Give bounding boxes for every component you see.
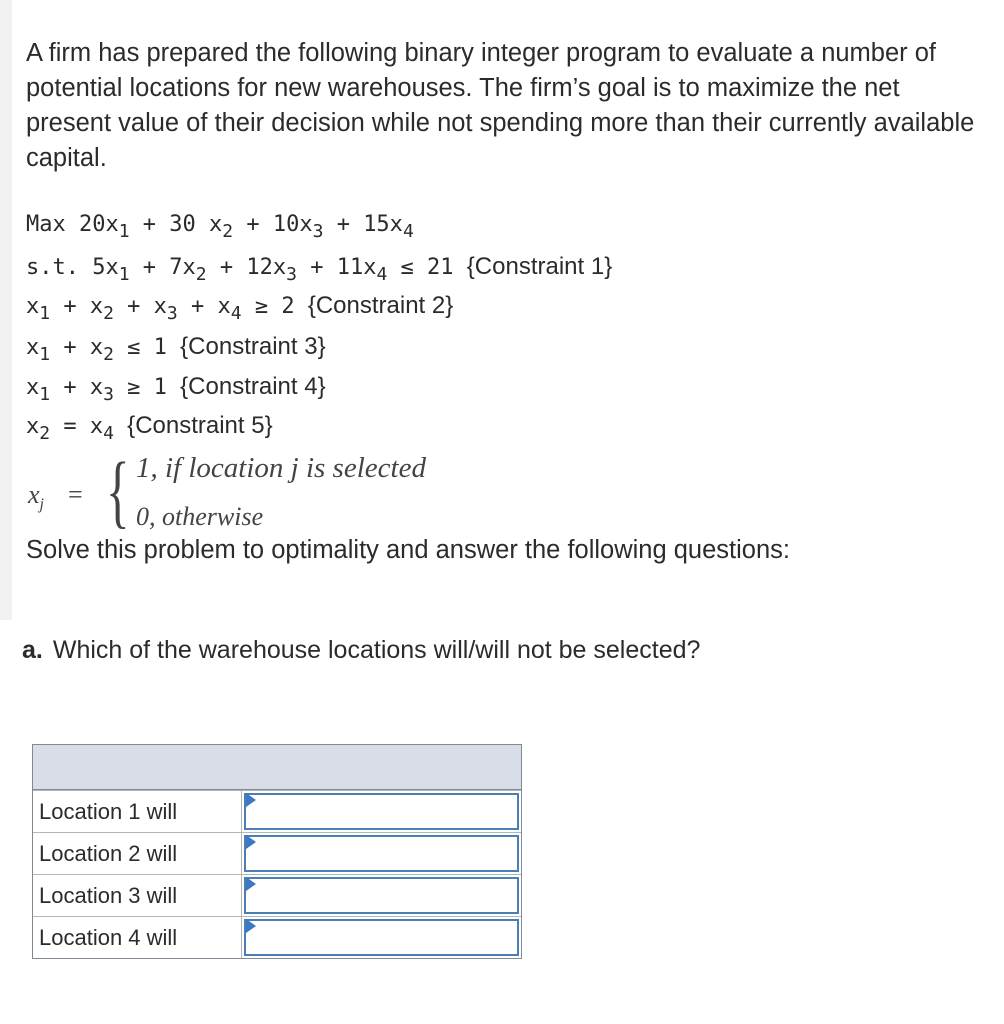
- location-3-dropdown[interactable]: [244, 877, 519, 914]
- case-otherwise: 0, otherwise: [136, 502, 264, 531]
- left-margin-strip: [0, 0, 12, 620]
- table-row: [33, 790, 521, 832]
- question-letter: a.: [22, 636, 43, 664]
- dropdown-marker-icon: [246, 877, 256, 891]
- binary-variable-definition: [26, 445, 526, 540]
- constraint-4: $x_1 + x_3 \ge 1$ {Constraint 4}: [26, 373, 326, 405]
- equals-sign: =: [68, 480, 83, 509]
- question-a: [22, 636, 700, 665]
- table-row: [33, 874, 521, 916]
- table-header: [33, 745, 521, 790]
- problem-intro: A firm has prepared the following binary integer program to evaluate a number of potential locations for new warehouses. The firm’s goal is to maximize the net present value of their decision while not spending more than their currently available capital.: [26, 39, 975, 172]
- constraint-5: $x_2 = x_4$ {Constraint 5}: [26, 412, 273, 444]
- row-label: Location 3 will: [33, 875, 242, 916]
- dropdown-marker-icon: [246, 835, 256, 849]
- solve-instruction: Solve this problem to optimality and answer the following questions:: [26, 536, 790, 564]
- dropdown-marker-icon: [246, 793, 256, 807]
- row-label: Location 1 will: [33, 791, 242, 832]
- case-selected: 1, if location j is selected: [136, 452, 426, 484]
- row-label: Location 2 will: [33, 833, 242, 874]
- variable-xj: $x_j$: [28, 480, 44, 514]
- table-row: [33, 916, 521, 958]
- constraint-2: $x_1 + x_2 + x_3 + x_4 \ge 2$ {Constraint 2}: [26, 292, 454, 324]
- location-1-dropdown[interactable]: [244, 793, 519, 830]
- location-2-dropdown[interactable]: [244, 835, 519, 872]
- constraint-1: s.t. $5x_1 + 7x_2 + 12x_3 + 11x_4 \le 21$ {Constraint 1}: [26, 253, 613, 285]
- table-row: [33, 832, 521, 874]
- left-brace-icon: {: [106, 445, 130, 536]
- question-text: Which of the warehouse locations will/will not be selected?: [52, 636, 701, 664]
- dropdown-marker-icon: [246, 919, 256, 933]
- location-4-dropdown[interactable]: [244, 919, 519, 956]
- row-label: Location 4 will: [33, 917, 242, 958]
- answer-table: [32, 744, 522, 959]
- constraint-3: $x_1 + x_2 \le 1$ {Constraint 3}: [26, 333, 326, 365]
- objective-function: Max $20x_1 + 30$ $x_2 + 10x_3 + 15x_4$: [26, 212, 414, 242]
